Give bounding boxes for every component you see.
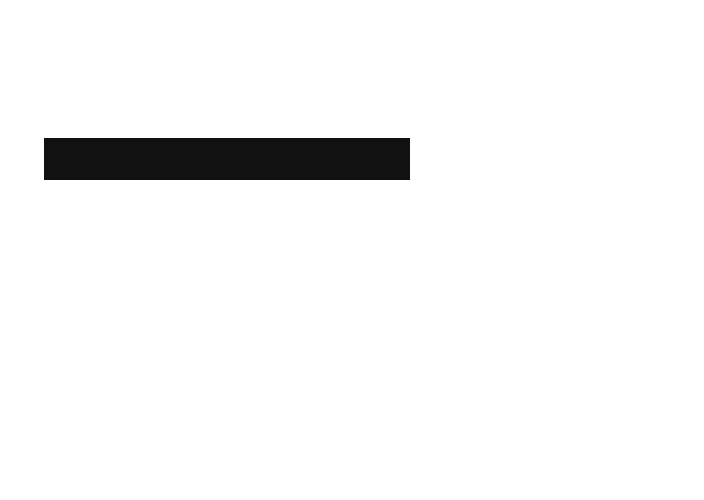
column-3-top xyxy=(468,40,696,206)
column-3-bottom xyxy=(468,212,696,494)
section-banner xyxy=(44,138,410,180)
body-left xyxy=(44,188,454,494)
column-1 xyxy=(44,40,230,136)
column-2 xyxy=(240,40,458,136)
